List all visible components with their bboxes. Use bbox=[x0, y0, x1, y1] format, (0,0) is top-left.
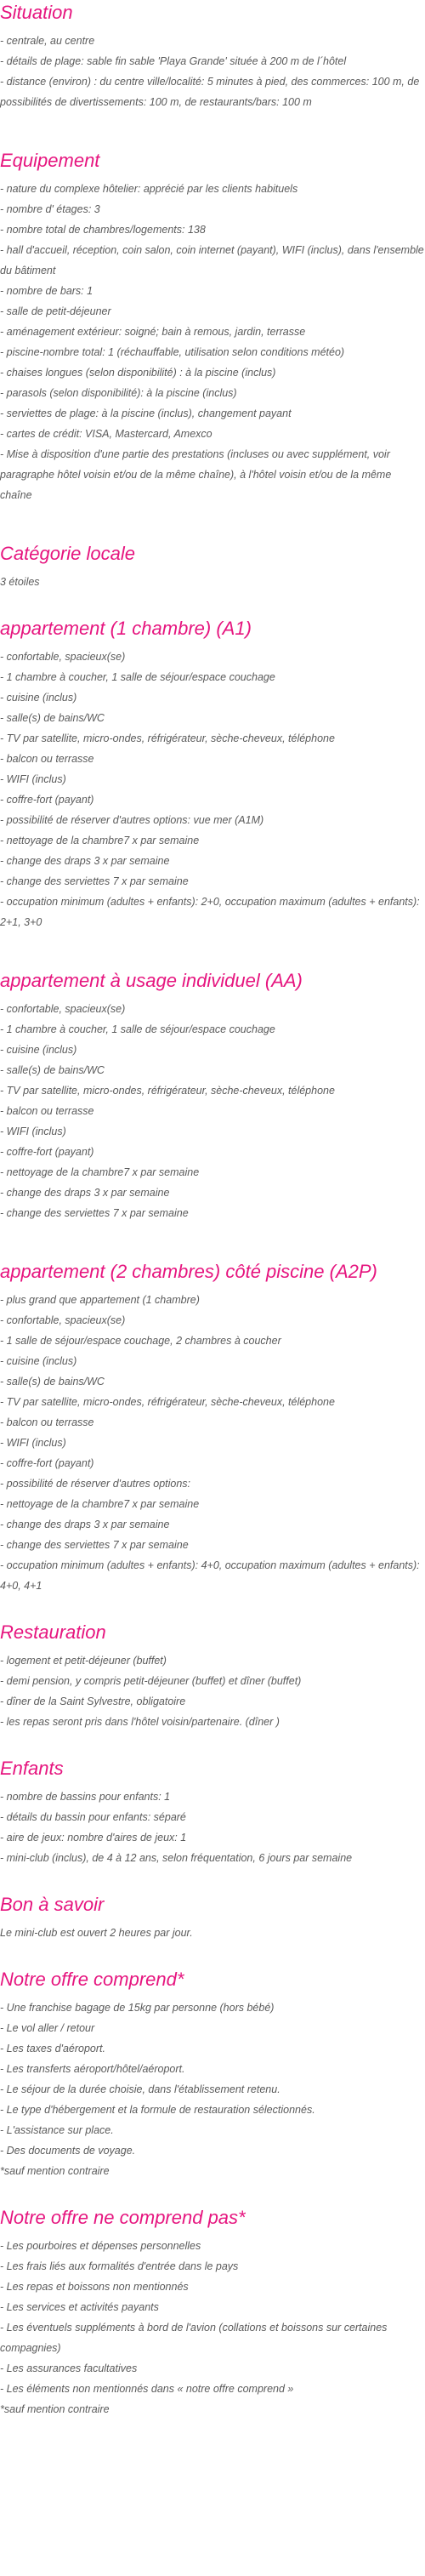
list-item: - confortable, spacieux(se) bbox=[0, 1314, 126, 1326]
footnote: *sauf mention contraire bbox=[0, 2403, 110, 2415]
list-item: - nombre de bars: 1 bbox=[0, 285, 94, 297]
list-item: - logement et petit-déjeuner (buffet) bbox=[0, 1655, 167, 1667]
info-text: Le mini-club est ouvert 2 heures par jour. bbox=[0, 1927, 193, 1939]
list-item: - Les frais liés aux formalités d'entrée dans le pays bbox=[0, 2260, 239, 2272]
list-item: - salle(s) de bains/WC bbox=[0, 1376, 105, 1388]
list-item: - change des serviettes 7 x par semaine bbox=[0, 1207, 189, 1219]
list-item: - cuisine (inclus) bbox=[0, 1044, 77, 1056]
list-item: - 1 salle de séjour/espace couchage, 2 chambres à coucher bbox=[0, 1335, 281, 1347]
section-title: Bon à savoir bbox=[0, 1894, 105, 1915]
section-title: Notre offre comprend* bbox=[0, 1969, 184, 1990]
section-equipement bbox=[0, 148, 425, 505]
list-item: - Les taxes d'aéroport. bbox=[0, 2043, 105, 2055]
section-appartement-a2p bbox=[0, 1259, 425, 1596]
list-item: - cuisine (inclus) bbox=[0, 692, 77, 704]
list-item: - Les assurances facultatives bbox=[0, 2362, 138, 2374]
list-item: - nature du complexe hôtelier: apprécié par les clients habituels bbox=[0, 183, 298, 195]
list-item: - cuisine (inclus) bbox=[0, 1355, 77, 1367]
list-item: - mini-club (inclus), de 4 à 12 ans, selon fréquentation, 6 jours par semaine bbox=[0, 1852, 353, 1864]
list-item: - Le type d'hébergement et la formule de restauration sélectionnés. bbox=[0, 2104, 315, 2116]
list-item: - demi pension, y compris petit-déjeuner (buffet) et dîner (buffet) bbox=[0, 1675, 302, 1687]
section-title: Equipement bbox=[0, 150, 100, 171]
list-item: - change des serviettes 7 x par semaine bbox=[0, 1539, 189, 1551]
list-item: - hall d'accueil, réception, coin salon, coin internet (payant), WIFI (inclus), dans l'ensemble du bâtiment bbox=[0, 244, 424, 276]
list-item: - 1 chambre à coucher, 1 salle de séjour/espace couchage bbox=[0, 1023, 275, 1035]
list-item: - coffre-fort (payant) bbox=[0, 794, 94, 806]
list-item: - occupation minimum (adultes + enfants): 2+0, occupation maximum (adultes + enfants): 2+1, 3+0 bbox=[0, 896, 420, 928]
list-item: - aménagement extérieur: soigné; bain à remous, jardin, terrasse bbox=[0, 326, 306, 338]
list-item: - salle de petit-déjeuner bbox=[0, 305, 111, 317]
list-item: - distance (environ) : du centre ville/localité: 5 minutes à pied, des commerces: 100 m, de possibilités de divertissements: 100 m, de restaurants/bars: 100 m bbox=[0, 76, 420, 108]
list-item: - aire de jeux: nombre d'aires de jeux: 1 bbox=[0, 1832, 187, 1844]
section-title: Restauration bbox=[0, 1621, 106, 1643]
list-item: - parasols (selon disponibilité): à la piscine (inclus) bbox=[0, 387, 237, 399]
list-item: - balcon ou terrasse bbox=[0, 753, 94, 765]
list-item: - Les pourboires et dépenses personnelles bbox=[0, 2240, 201, 2252]
list-item: - salle(s) de bains/WC bbox=[0, 1064, 105, 1076]
list-item: - nettoyage de la chambre7 x par semaine bbox=[0, 835, 200, 846]
list-item: - WIFI (inclus) bbox=[0, 1126, 66, 1137]
list-item: - TV par satellite, micro-ondes, réfrigérateur, sèche-cheveux, téléphone bbox=[0, 732, 335, 744]
list-item: - Les éventuels suppléments à bord de l'avion (collations et boissons sur certaines compagnies) bbox=[0, 2322, 388, 2354]
list-item: - TV par satellite, micro-ondes, réfrigérateur, sèche-cheveux, téléphone bbox=[0, 1396, 335, 1408]
list-item: - balcon ou terrasse bbox=[0, 1105, 94, 1117]
list-item: - détails de plage: sable fin sable 'Playa Grande' située à 200 m de l´hôtel bbox=[0, 55, 347, 67]
list-item: - confortable, spacieux(se) bbox=[0, 651, 126, 663]
list-item: - change des draps 3 x par semaine bbox=[0, 1187, 170, 1199]
list-item: - dîner de la Saint Sylvestre, obligatoire bbox=[0, 1695, 186, 1707]
section-title: appartement à usage individuel (AA) bbox=[0, 970, 303, 991]
list-item: - WIFI (inclus) bbox=[0, 1437, 66, 1449]
section-title: Catégorie locale bbox=[0, 543, 135, 564]
section-title: Enfants bbox=[0, 1758, 64, 1779]
list-item: - confortable, spacieux(se) bbox=[0, 1003, 126, 1015]
list-item: - Une franchise bagage de 15kg par personne (hors bébé) bbox=[0, 2002, 275, 2014]
list-item: - WIFI (inclus) bbox=[0, 773, 66, 785]
list-item: - Le vol aller / retour bbox=[0, 2022, 95, 2034]
list-item: - nettoyage de la chambre7 x par semaine bbox=[0, 1498, 200, 1510]
list-item: - plus grand que appartement (1 chambre) bbox=[0, 1294, 200, 1306]
list-item: - possibilité de réserver d'autres options: bbox=[0, 1478, 191, 1490]
list-item: - cartes de crédit: VISA, Mastercard, Amexco bbox=[0, 428, 212, 440]
list-item: - occupation minimum (adultes + enfants): 4+0, occupation maximum (adultes + enfants): 4+0, 4+1 bbox=[0, 1559, 420, 1592]
list-item: - chaises longues (selon disponibilité) : à la piscine (inclus) bbox=[0, 367, 276, 379]
list-item: - nombre total de chambres/logements: 138 bbox=[0, 224, 206, 236]
section-appartement-a1 bbox=[0, 616, 425, 932]
section-categorie-locale bbox=[0, 541, 425, 592]
list-item: - Les services et activités payants bbox=[0, 2301, 159, 2313]
list-item: - change des draps 3 x par semaine bbox=[0, 855, 170, 867]
list-item: - balcon ou terrasse bbox=[0, 1416, 94, 1428]
list-item: - les repas seront pris dans l'hôtel voisin/partenaire. (dîner ) bbox=[0, 1716, 280, 1728]
section-enfants bbox=[0, 1756, 425, 1868]
section-title: Situation bbox=[0, 2, 73, 23]
list-item: - coffre-fort (payant) bbox=[0, 1457, 94, 1469]
section-title: appartement (2 chambres) côté piscine (A2P) bbox=[0, 1261, 377, 1282]
list-item: - L'assistance sur place. bbox=[0, 2124, 114, 2136]
list-item: - change des draps 3 x par semaine bbox=[0, 1519, 170, 1530]
list-item: - salle(s) de bains/WC bbox=[0, 712, 105, 724]
category-rating: 3 étoiles bbox=[0, 576, 40, 588]
section-title: Notre offre ne comprend pas* bbox=[0, 2207, 246, 2228]
list-item: - Les éléments non mentionnés dans « notre offre comprend » bbox=[0, 2383, 294, 2395]
section-offre-comprend bbox=[0, 1967, 425, 2181]
section-restauration bbox=[0, 1620, 425, 1732]
list-item: - détails du bassin pour enfants: séparé bbox=[0, 1811, 186, 1823]
list-item: - nombre d' étages: 3 bbox=[0, 203, 100, 215]
section-appartement-aa bbox=[0, 968, 425, 1223]
list-item: - coffre-fort (payant) bbox=[0, 1146, 94, 1158]
list-item: - centrale, au centre bbox=[0, 35, 95, 47]
list-item: - change des serviettes 7 x par semaine bbox=[0, 875, 189, 887]
section-bon-a-savoir bbox=[0, 1892, 425, 1943]
list-item: - TV par satellite, micro-ondes, réfrigérateur, sèche-cheveux, téléphone bbox=[0, 1085, 335, 1097]
list-item: - Le séjour de la durée choisie, dans l'établissement retenu. bbox=[0, 2083, 280, 2095]
list-item: - 1 chambre à coucher, 1 salle de séjour/espace couchage bbox=[0, 671, 275, 683]
footnote: *sauf mention contraire bbox=[0, 2165, 110, 2177]
list-item: - nettoyage de la chambre7 x par semaine bbox=[0, 1166, 200, 1178]
list-item: - piscine-nombre total: 1 (réchauffable, utilisation selon conditions météo) bbox=[0, 346, 345, 358]
list-item: - Des documents de voyage. bbox=[0, 2145, 136, 2157]
section-situation bbox=[0, 0, 425, 112]
list-item: - Mise à disposition d'une partie des prestations (incluses ou avec supplément, voir paragraphe hôtel voisin et/ou de la même chaîne), à l'hôtel voisin et/ou de la même chaîne bbox=[0, 448, 392, 501]
section-offre-ne-comprend-pas bbox=[0, 2205, 425, 2419]
list-item: - Les transferts aéroport/hôtel/aéroport. bbox=[0, 2063, 185, 2075]
list-item: - serviettes de plage: à la piscine (inclus), changement payant bbox=[0, 407, 292, 419]
list-item: - possibilité de réserver d'autres options: vue mer (A1M) bbox=[0, 814, 264, 826]
list-item: - nombre de bassins pour enfants: 1 bbox=[0, 1791, 171, 1803]
list-item: - Les repas et boissons non mentionnés bbox=[0, 2281, 189, 2293]
section-title: appartement (1 chambre) (A1) bbox=[0, 618, 252, 639]
